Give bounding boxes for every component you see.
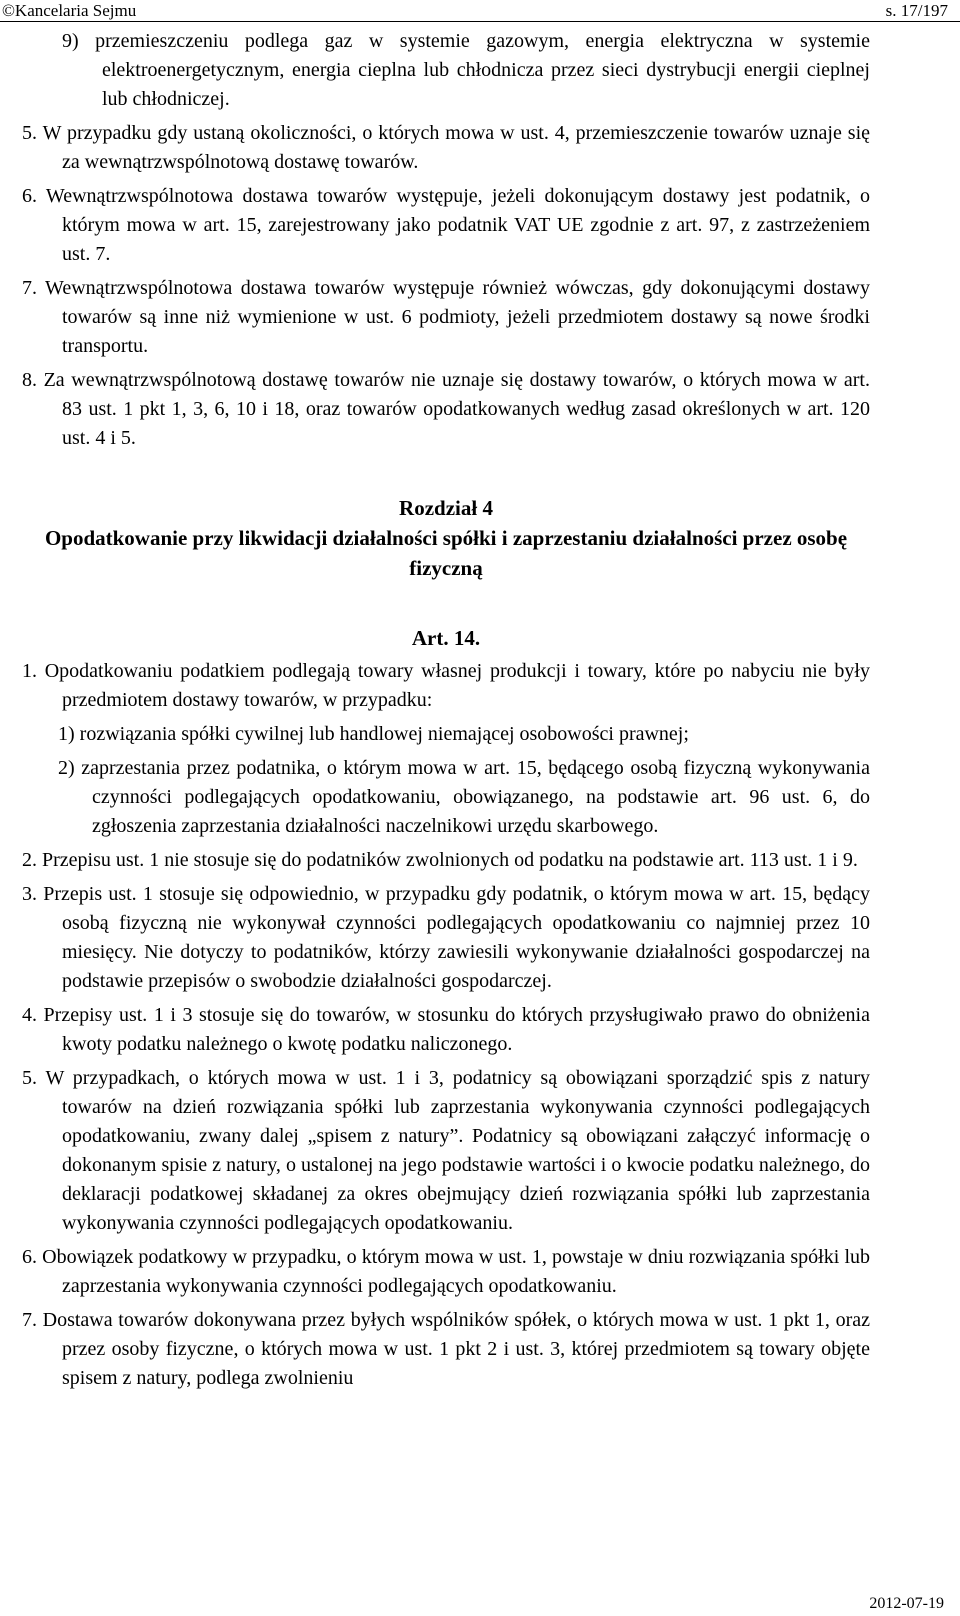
page-number: s. 17/197 [885, 1, 948, 20]
document-body [22, 27, 870, 1398]
article-paragraph-3: 3. Przepis ust. 1 stosuje się odpowiednio, w przypadku gdy podatnik, o którym mowa w art. 15, będący osobą fizyczną nie wykonywał czynności podlegających opodatkowaniu co najmniej przez 10 miesięcy. Nie dotyczy to podatników, którzy zawiesili wykonywanie działalności gospodarczej na podstawie przepisów o swobodzie działalności gospodarczej. [22, 883, 870, 992]
copyright-label: ©Kancelaria Sejmu [2, 1, 137, 20]
article-title: Art. 14. [411, 626, 481, 650]
chapter-number: Rozdział 4 [399, 496, 493, 520]
point-9: 9) przemieszczeniu podlega gaz w systemie gazowym, energia elektryczna w systemie elektroenergetycznym, energia cieplna lub chłodnicza przez sieci dystrybucji energii cieplnej lub chłodniczej. [62, 30, 870, 110]
article-paragraph-4: 4. Przepisy ust. 1 i 3 stosuje się do towarów, w stosunku do których przysługiwało prawo do obniżenia kwoty podatku należnego o kwotę podatku naliczonego. [22, 1004, 870, 1055]
article-paragraph-1-item-2: 2) zaprzestania przez podatnika, o którym mowa w art. 15, będącego osobą fizyczną wykonywania czynności podlegających opodatkowaniu, obowiązanego, na podstawie art. 96 ust. 6, do zgłoszenia zaprzestania działalności naczelnikowi urzędu skarbowego. [58, 757, 870, 837]
article-paragraph-2: 2. Przepisu ust. 1 nie stosuje się do podatników zwolnionych od podatku na podstawie art. 113 ust. 1 i 9. [22, 849, 858, 871]
paragraph-6: 6. Wewnątrzwspólnotowa dostawa towarów występuje, jeżeli dokonującym dostawy jest podatnik, o którym mowa w art. 15, zarejestrowany jako podatnik VAT UE zgodnie z art. 97, z zastrzeżeniem ust. 7. [22, 185, 870, 265]
paragraph-5: 5. W przypadku gdy ustaną okoliczności, o których mowa w ust. 4, przemieszczenie towarów uznaje się za wewnątrzwspólnotową dostawę towarów. [22, 122, 870, 173]
page-footer-date: 2012-07-19 [869, 1595, 944, 1612]
paragraph-8: 8. Za wewnątrzwspólnotową dostawę towarów nie uznaje się dostawy towarów, o których mowa w art. 83 ust. 1 pkt 1, 3, 6, 10 i 18, oraz towarów opodatkowanych według zasad określonych w art. 120 ust. 4 i 5. [22, 369, 870, 449]
article-paragraph-1-item-1: 1) rozwiązania spółki cywilnej lub handlowej niemającej osobowości prawnej; [58, 723, 689, 745]
chapter-title: Opodatkowanie przy likwidacji działalności spółki i zaprzestaniu działalności przez osobę fizyczną [44, 526, 848, 580]
paragraph-7: 7. Wewnątrzwspólnotowa dostawa towarów występuje również wówczas, gdy dokonującymi dostawy towarów są inne niż wymienione w ust. 6 podmioty, jeżeli przedmiotem dostawy są nowe środki transportu. [22, 277, 870, 357]
article-paragraph-7: 7. Dostawa towarów dokonywana przez byłych wspólników spółek, o których mowa w ust. 1 pkt 1, oraz przez osoby fizyczne, o których mowa w ust. 1 pkt 2 i ust. 3, której przedmiotem są towary objęte spisem z natury, podlega zwolnieniu [22, 1309, 870, 1389]
article-paragraph-6: 6. Obowiązek podatkowy w przypadku, o którym mowa w ust. 1, powstaje w dniu rozwiązania spółki lub zaprzestania wykonywania czynności podlegających opodatkowaniu. [22, 1246, 870, 1297]
header-divider [0, 21, 960, 22]
page-header [0, 0, 960, 22]
article-paragraph-1: 1. Opodatkowaniu podatkiem podlegają towary własnej produkcji i towary, które po nabyciu nie były przedmiotem dostawy towarów, w przypadku: [22, 660, 870, 711]
article-paragraph-5: 5. W przypadkach, o których mowa w ust. 1 i 3, podatnicy są obowiązani sporządzić spis z natury towarów na dzień rozwiązania spółki lub zaprzestania wykonywania czynności podlegających opodatkowaniu, zwany dalej „spisem z natury”. Podatnicy są obowiązani załączyć informację o dokonanym spisie z natury, o ustalonej na jego podstawie wartości i o kwocie podatku należnego, do deklaracji podatkowej składanej za okres obejmujący dzień rozwiązania spółki lub zaprzestania wykonywania czynności podlegających opodatkowaniu. [22, 1067, 870, 1234]
